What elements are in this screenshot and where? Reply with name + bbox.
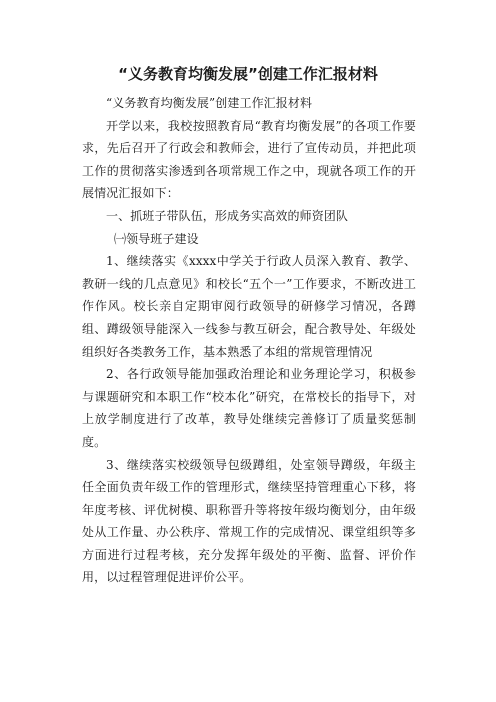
body-paragraph-2: 2、各行政领导能加强政治理论和业务理论学习，积极参与课题研究和本职工作“校本化”研究，在常校长的指导下，对上放学制度进行了改革，教导处继续完善修订了质量奖惩制度。 bbox=[82, 367, 416, 449]
subtitle-paragraph: “义务教育均衡发展”创建工作汇报材料 bbox=[106, 96, 313, 110]
document-title: “义务教育均衡发展”创建工作汇报材料 bbox=[118, 65, 378, 83]
subsection-heading: ㈠领导班子建设 bbox=[114, 231, 199, 246]
body-paragraph-3: 3、继续落实校级领导包级蹲组，处室领导蹲级，年级主任全面负责年级工作的管理形式，继续坚持管理重心下移，将年度考核、评优树模、职称晋升等将按年级均衡划分，由年级处从工作量、办公秩序、常规工作的完成情况、课堂组织等多方面进行过程考核，充分发挥年级处的平衡、监督、评价作用，以过程管理促进评价公平。 bbox=[82, 457, 416, 585]
body-paragraph-1: 1、继续落实《xxxx中学关于行政人员深入教育、教学、教研一线的几点意见》和校长“五个一”工作要求，不断改进工作作风。校长亲自定期审阅行政领导的研修学习情况，各蹲组、蹲级领导能深入一线参与教互研会，配合教导处、年级处组织好各类教务工作，基本熟悉了本组的常规管理情况 bbox=[82, 254, 416, 359]
document-body bbox=[82, 92, 416, 589]
section-heading: 一、抓班子带队伍，形成务实高效的师资团队 bbox=[106, 208, 349, 223]
intro-paragraph: 开学以来，我校按照教育局“教育均衡发展”的各项工作要求，先后召开了行政会和教师会，进行了宣传动员，并把此项工作的贯彻落实渗透到各项常规工作之中，现就各项工作的开展情况汇报如下： bbox=[82, 118, 416, 201]
